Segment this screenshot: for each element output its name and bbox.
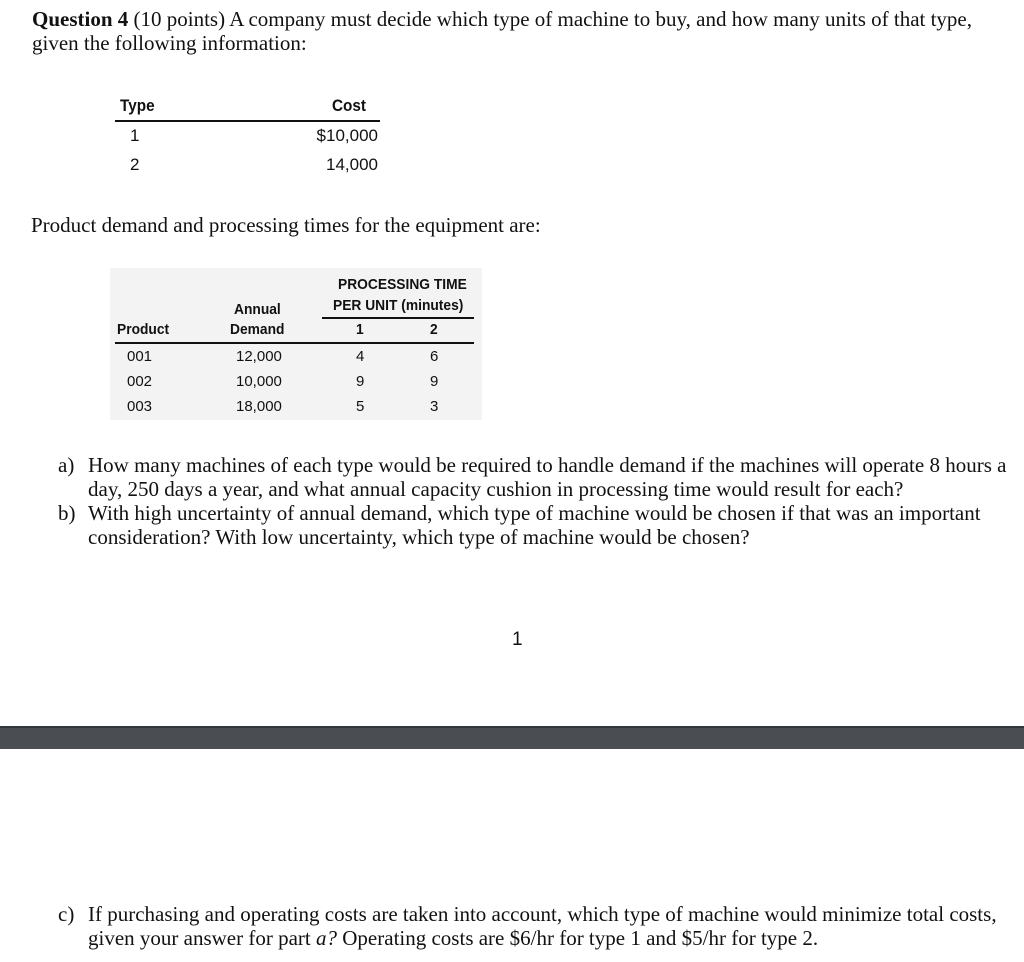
page-separator	[0, 726, 1024, 749]
cell-m1: 5	[356, 398, 365, 415]
product-demand-table	[110, 268, 482, 420]
cell-m2: 6	[430, 348, 439, 365]
part-a-label: a)	[58, 453, 75, 477]
header-product: Product	[117, 321, 170, 338]
question-label: Question 4	[32, 7, 129, 31]
cell-demand: 18,000	[236, 398, 282, 415]
page-number: 1	[512, 629, 523, 650]
group-header-line1: PROCESSING TIME	[338, 276, 467, 293]
cell-m1: 4	[356, 348, 365, 365]
part-b-text: With high uncertainty of annual demand, which type of machine would be chosen if that was an important consideration? With low uncertainty, which type of machine would be chosen?	[88, 501, 981, 549]
group-header-rule	[322, 317, 474, 319]
header-cost: Cost	[332, 96, 367, 115]
cell-m2: 3	[430, 398, 439, 415]
document-page-2	[0, 749, 1024, 962]
question-text: A company must decide which type of machine to buy, and how many units of that type, given the following information:	[32, 7, 973, 55]
part-a-text: How many machines of each type would be required to handle demand if the machines will operate 8 hours a day, 250 days a year, and what annual capacity cushion in processing time would result for each?	[88, 453, 1007, 501]
cell-product: 003	[127, 398, 153, 415]
machine-cost-table	[110, 94, 390, 184]
part-c-text-end: Operating costs are $6/hr for type 1 and $5/hr for type 2.	[337, 926, 819, 950]
header-demand: Demand	[230, 321, 285, 338]
cell-demand: 10,000	[236, 373, 282, 390]
header-machine-1: 1	[356, 321, 364, 338]
group-header-line2: PER UNIT (minutes)	[333, 297, 464, 314]
row-cost: 14,000	[326, 155, 378, 174]
header-rule	[115, 342, 474, 344]
cell-m2: 9	[430, 373, 439, 390]
intro-text: Product demand and processing times for the equipment are:	[31, 213, 541, 237]
row-type: 2	[130, 155, 140, 174]
row-cost: $10,000	[316, 126, 378, 145]
part-b-label: b)	[58, 501, 76, 525]
cell-product: 002	[127, 373, 153, 390]
header-machine-2: 2	[430, 321, 438, 338]
part-c-label: c)	[58, 902, 75, 926]
part-c-text	[88, 902, 1018, 950]
part-c-text-italic: a?	[316, 926, 338, 950]
part-c-text-start: If purchasing and operating costs are taken into account, which type of machine would minimize total costs, given your answer for part	[88, 902, 997, 950]
question-heading	[32, 7, 992, 55]
cell-product: 001	[127, 348, 153, 365]
row-type: 1	[130, 126, 140, 145]
header-annual: Annual	[234, 301, 281, 318]
header-type: Type	[120, 96, 155, 115]
cell-demand: 12,000	[236, 348, 282, 365]
header-rule	[115, 120, 380, 122]
cell-m1: 9	[356, 373, 365, 390]
question-points: (10 points)	[133, 7, 226, 31]
